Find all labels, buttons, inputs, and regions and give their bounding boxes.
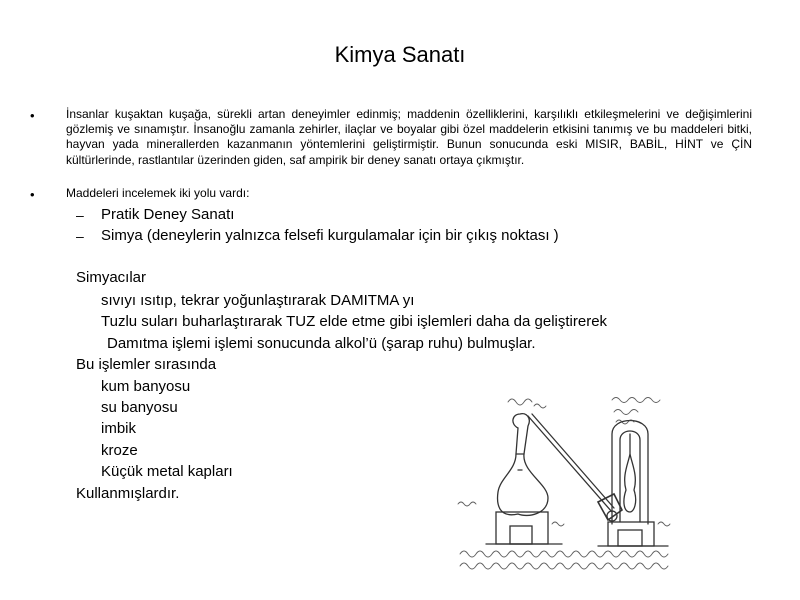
- body-line: Simyacılar: [76, 269, 147, 286]
- bullet-marker: •: [30, 187, 35, 202]
- body-line: Tuzlu suları buharlaştırarak TUZ elde etme gibi işlemleri daha da geliştirerek: [101, 313, 608, 330]
- body-line: sıvıyı ısıtıp, tekrar yoğunlaştırarak DAMITMA yı: [101, 292, 415, 309]
- body-line: Küçük metal kapları: [101, 463, 233, 480]
- dash-marker: –: [76, 207, 84, 223]
- body-line: kum banyosu: [101, 378, 191, 395]
- body-line: imbik: [101, 420, 137, 437]
- sub-item-1: Pratik Deney Sanatı: [101, 206, 235, 223]
- distillation-apparatus-drawing: [452, 394, 682, 594]
- page-title: Kimya Sanatı: [334, 42, 466, 67]
- body-line: kroze: [101, 442, 138, 459]
- bullet-paragraph-1: İnsanlar kuşaktan kuşağa, sürekli artan deneyimler edinmiş; maddenin özelliklerini, karşılıklı etkileşmelerini ve değişimlerini gözlemiş ve sınamıştır. İnsanoğlu zamanla zehirler, ilaçlar ve boyalar gibi özel maddelerin etkisini tanımış ve bu maddeleri bitki, hayvan yada minerallerden kazanmanın yöntemlerini geliştirmiştir. Bunun sonucunda eski MISIR, BABİL, HİNT ve ÇİN kültürlerinde, rastlantılar üzerinden giden, saf ampirik bir deney sanatı ortaya çıkmıştır.: [66, 107, 752, 167]
- body-line: su banyosu: [101, 399, 178, 416]
- bullet-marker: •: [30, 108, 35, 123]
- sub-item-2: Simya (deneylerin yalnızca felsefi kurgulamalar için bir çıkış noktası ): [101, 227, 559, 244]
- dash-marker: –: [76, 228, 84, 244]
- body-line: Bu işlemler sırasında: [76, 356, 217, 373]
- body-line: Kullanmışlardır.: [76, 485, 180, 502]
- body-line: Damıtma işlemi işlemi sonucunda alkol’ü (şarap ruhu) bulmuşlar.: [107, 335, 536, 352]
- bullet-paragraph-2: Maddeleri incelemek iki yolu vardı:: [66, 186, 250, 200]
